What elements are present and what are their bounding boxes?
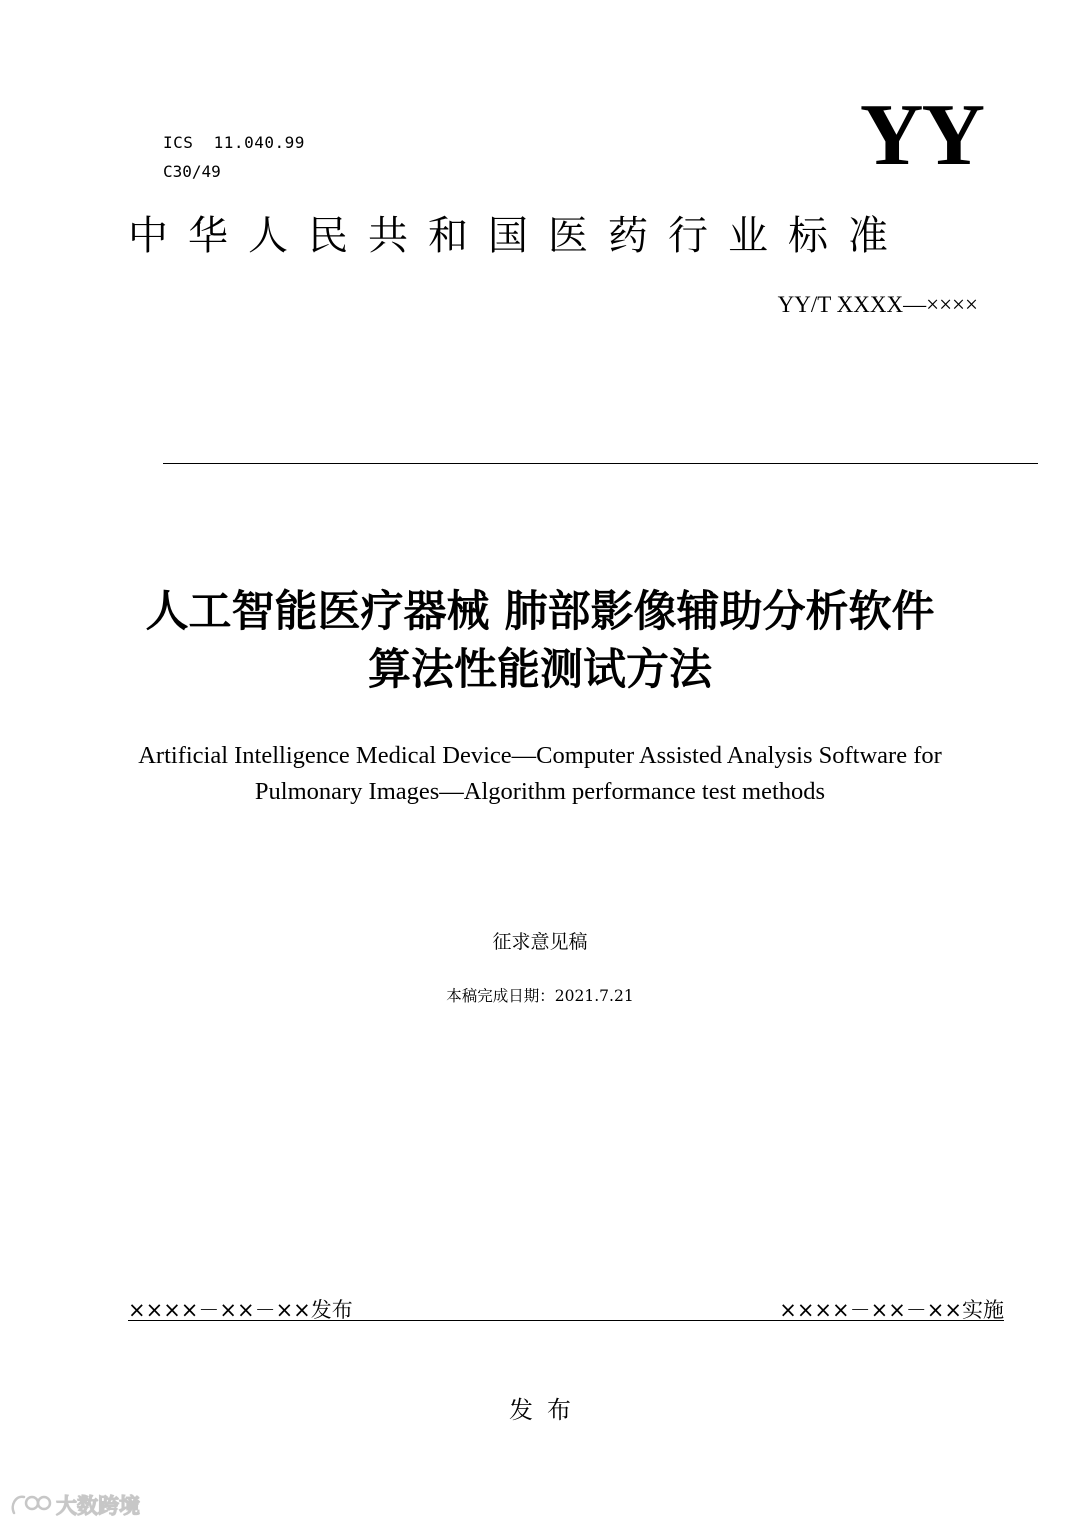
ie-logo-icon: [8, 1491, 52, 1519]
title-cn-line-1: 人工智能医疗器械 肺部影像辅助分析软件: [145, 587, 935, 637]
implementation-date: ××××－××－××实施: [779, 1298, 1004, 1322]
document-title-chinese: [60, 583, 1020, 699]
title-en-line-1: Artificial Intelligence Medical Device—Computer Assisted Analysis Software for: [138, 742, 942, 769]
ccs-code: C30/49: [163, 162, 221, 181]
watermark: [8, 1490, 140, 1520]
ics-code: ICS 11.040.99: [163, 133, 305, 152]
title-en-line-2: Pulmonary Images—Algorithm performance test methods: [254, 778, 826, 805]
standard-logo: YY: [859, 87, 983, 184]
watermark-text: 大数跨境: [56, 1494, 140, 1518]
draft-stage: 征求意见稿: [492, 931, 588, 953]
title-cn-line-2: 算法性能测试方法: [368, 645, 712, 695]
header-divider: [163, 463, 1038, 464]
standard-number: YY/T XXXX—××××: [777, 292, 978, 317]
standard-category-title: 中华人民共和国医药行业标准: [128, 213, 908, 259]
document-title-english: [60, 738, 1020, 810]
completion-date: 本稿完成日期：2021.7.21: [446, 987, 634, 1005]
footer-divider: [128, 1320, 1004, 1321]
publisher: 发布: [509, 1396, 585, 1424]
issue-date: ××××－××－××发布: [128, 1298, 353, 1322]
